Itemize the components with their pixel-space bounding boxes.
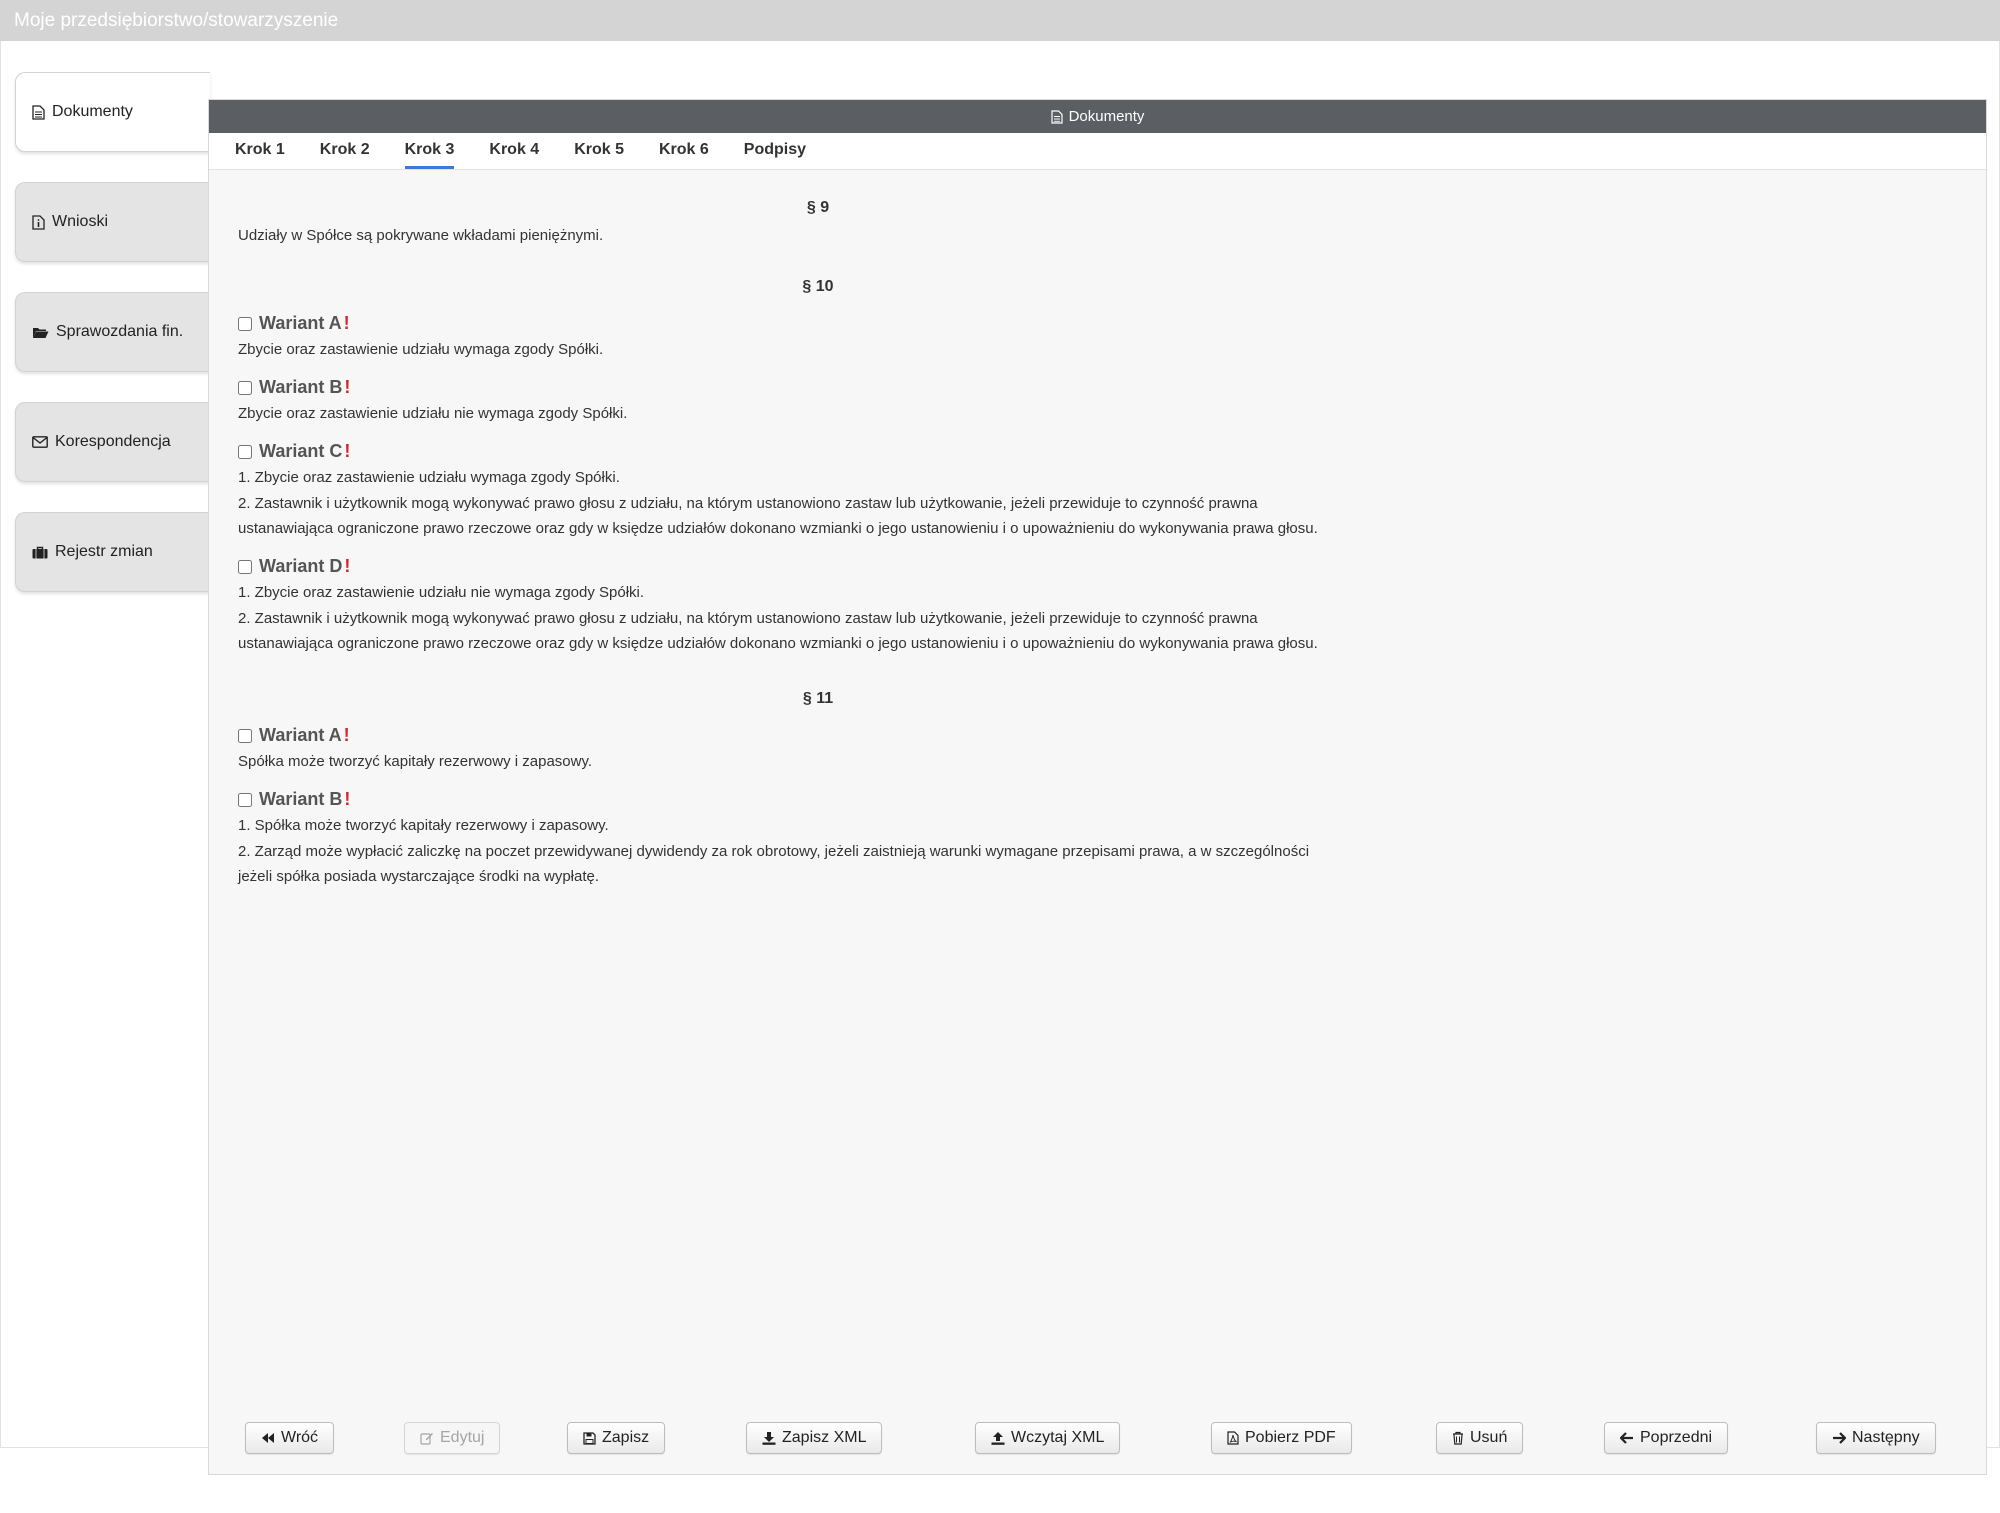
pdf-icon bbox=[1227, 1431, 1239, 1445]
variant-label: Wariant B bbox=[259, 377, 343, 397]
back-button[interactable] bbox=[245, 1422, 334, 1454]
button-label: Następny bbox=[1852, 1429, 1920, 1446]
button-label: Usuń bbox=[1470, 1429, 1508, 1446]
variant-checkbox[interactable] bbox=[238, 793, 252, 807]
button-label: Wczytaj XML bbox=[1011, 1429, 1105, 1446]
fast-backward-icon bbox=[261, 1432, 275, 1444]
variant-label: Wariant D bbox=[259, 556, 343, 576]
variant-header bbox=[238, 377, 627, 398]
upload-icon bbox=[991, 1431, 1005, 1445]
variant-block bbox=[238, 377, 627, 427]
document-icon bbox=[32, 105, 45, 120]
download-pdf-button[interactable] bbox=[1211, 1422, 1352, 1454]
delete-button[interactable] bbox=[1436, 1422, 1523, 1454]
section-text: Udziały w Spółce są pokrywane wkładami pieniężnymi. bbox=[238, 227, 604, 244]
variant-block bbox=[238, 313, 603, 363]
sidebar-item-label: Rejestr zmian bbox=[55, 543, 153, 560]
variant-text: Zbycie oraz zastawienie udziału nie wymaga zgody Spółki. bbox=[238, 405, 628, 422]
button-label: Zapisz XML bbox=[782, 1429, 867, 1446]
tab-krok-5[interactable]: Krok 5 bbox=[574, 140, 624, 158]
document-info-icon bbox=[32, 215, 45, 230]
variant-text-line: 1. Zbycie oraz zastawienie udziału wymaga zgody Spółki. bbox=[238, 469, 620, 486]
sidebar-item-dokumenty[interactable] bbox=[15, 72, 210, 152]
sidebar-item-rejestr-zmian[interactable] bbox=[15, 512, 210, 592]
button-label: Edytuj bbox=[440, 1429, 485, 1446]
action-toolbar bbox=[209, 1402, 1986, 1474]
envelope-icon bbox=[32, 436, 48, 448]
warning-mark: ! bbox=[344, 377, 351, 397]
section-heading: § 11 bbox=[802, 690, 834, 707]
tab-krok-1[interactable]: Krok 1 bbox=[235, 140, 285, 158]
sidebar-item-sprawozdania[interactable] bbox=[15, 292, 210, 372]
trash-icon bbox=[1452, 1431, 1464, 1445]
previous-button[interactable] bbox=[1604, 1422, 1728, 1454]
variant-header bbox=[238, 313, 603, 334]
sidebar-item-wnioski[interactable] bbox=[15, 182, 210, 262]
variant-text-line: 2. Zastawnik i użytkownik mogą wykonywać prawo głosu z udziału, na którym ustanowiono zastaw lub użytkowanie, jeżeli przewiduje to czynność prawna bbox=[238, 609, 1258, 627]
variant-header bbox=[238, 556, 1398, 577]
next-button[interactable] bbox=[1816, 1422, 1936, 1454]
app-title-bar bbox=[0, 0, 2000, 41]
variant-text-line: 2. Zarząd może wypłacić zaliczkę na poczet przewidywanej dywidendy za rok obrotowy, jeżeli zaistnieją warunki wymagane przepisami prawa, a w szczególności bbox=[238, 842, 1310, 860]
button-label: Zapisz bbox=[602, 1429, 650, 1446]
arrow-right-icon bbox=[1832, 1432, 1846, 1444]
variant-checkbox[interactable] bbox=[238, 317, 252, 331]
tab-podpisy[interactable]: Podpisy bbox=[743, 140, 807, 158]
variant-label: Wariant A bbox=[259, 725, 342, 745]
warning-mark: ! bbox=[343, 725, 350, 745]
documents-panel bbox=[208, 99, 1987, 1475]
variant-block bbox=[238, 789, 1398, 890]
sidebar-item-label: Wnioski bbox=[52, 213, 109, 230]
variant-text-line: jeżeli spółka posiada wystarczające środki na wypłatę. bbox=[238, 868, 600, 885]
section-heading: § 10 bbox=[802, 278, 834, 295]
variant-checkbox[interactable] bbox=[238, 445, 252, 459]
warning-mark: ! bbox=[344, 441, 351, 461]
variant-header bbox=[238, 725, 592, 746]
save-button[interactable] bbox=[567, 1422, 665, 1454]
button-label: Pobierz PDF bbox=[1245, 1429, 1336, 1446]
tab-krok-6[interactable]: Krok 6 bbox=[658, 140, 709, 158]
variant-checkbox[interactable] bbox=[238, 729, 252, 743]
variant-block bbox=[238, 725, 592, 775]
folder-open-icon bbox=[32, 326, 49, 339]
edit-button[interactable] bbox=[404, 1422, 500, 1454]
variant-header bbox=[238, 789, 1398, 810]
sidebar-item-label: Dokumenty bbox=[52, 103, 133, 120]
variant-label: Wariant B bbox=[259, 789, 343, 809]
variant-text: Spółka może tworzyć kapitały rezerwowy i zapasowy. bbox=[238, 753, 593, 770]
download-icon bbox=[762, 1431, 776, 1445]
variant-label: Wariant A bbox=[259, 313, 342, 333]
edit-icon bbox=[420, 1431, 434, 1445]
sidebar-item-label: Korespondencja bbox=[55, 433, 171, 450]
sidebar-item-korespondencja[interactable] bbox=[15, 402, 210, 482]
variant-block bbox=[238, 441, 1398, 542]
arrow-left-icon bbox=[1620, 1432, 1634, 1444]
variant-block bbox=[238, 556, 1398, 657]
button-label: Poprzedni bbox=[1640, 1429, 1713, 1446]
step-tabs bbox=[209, 133, 1986, 170]
tab-krok-3[interactable]: Krok 3 bbox=[405, 133, 455, 169]
warning-mark: ! bbox=[343, 313, 350, 333]
save-icon bbox=[583, 1432, 596, 1445]
load-xml-button[interactable] bbox=[975, 1422, 1120, 1454]
tab-krok-4[interactable]: Krok 4 bbox=[489, 140, 540, 158]
briefcase-icon bbox=[32, 546, 48, 559]
save-xml-button[interactable] bbox=[746, 1422, 882, 1454]
document-icon bbox=[1051, 110, 1063, 124]
sidebar-item-label: Sprawozdania fin. bbox=[56, 323, 184, 340]
panel-header bbox=[209, 100, 1986, 133]
section-heading: § 9 bbox=[806, 199, 830, 216]
button-label: Wróć bbox=[281, 1429, 319, 1446]
app-title: Moje przedsiębiorstwo/stowarzyszenie bbox=[14, 10, 339, 31]
variant-header bbox=[238, 441, 1398, 462]
main-container bbox=[0, 41, 2000, 1448]
variant-text-line: ustanawiająca ograniczone prawo rzeczowe oraz gdy w księdze udziałów dokonano wzmianki o jego ustanowieniu i o upoważnieniu do wykonywania prawa głosu. bbox=[238, 635, 1318, 652]
variant-text-line: 1. Zbycie oraz zastawienie udziału nie wymaga zgody Spółki. bbox=[238, 584, 645, 601]
variant-checkbox[interactable] bbox=[238, 560, 252, 574]
variant-text-line: 2. Zastawnik i użytkownik mogą wykonywać prawo głosu z udziału, na którym ustanowiono zastaw lub użytkowanie, jeżeli przewiduje to czynność prawna bbox=[238, 494, 1258, 512]
variant-checkbox[interactable] bbox=[238, 381, 252, 395]
warning-mark: ! bbox=[344, 789, 351, 809]
panel-title: Dokumenty bbox=[1068, 108, 1145, 125]
variant-text-line: ustanawiająca ograniczone prawo rzeczowe oraz gdy w księdze udziałów dokonano wzmianki o jego ustanowieniu i o upoważnieniu do wykonywania prawa głosu. bbox=[238, 520, 1318, 537]
variant-text-line: 1. Spółka może tworzyć kapitały rezerwowy i zapasowy. bbox=[238, 817, 609, 834]
variant-label: Wariant C bbox=[259, 441, 343, 461]
variant-text: Zbycie oraz zastawienie udziału wymaga zgody Spółki. bbox=[238, 341, 604, 358]
tab-krok-2[interactable]: Krok 2 bbox=[319, 140, 370, 158]
warning-mark: ! bbox=[344, 556, 351, 576]
